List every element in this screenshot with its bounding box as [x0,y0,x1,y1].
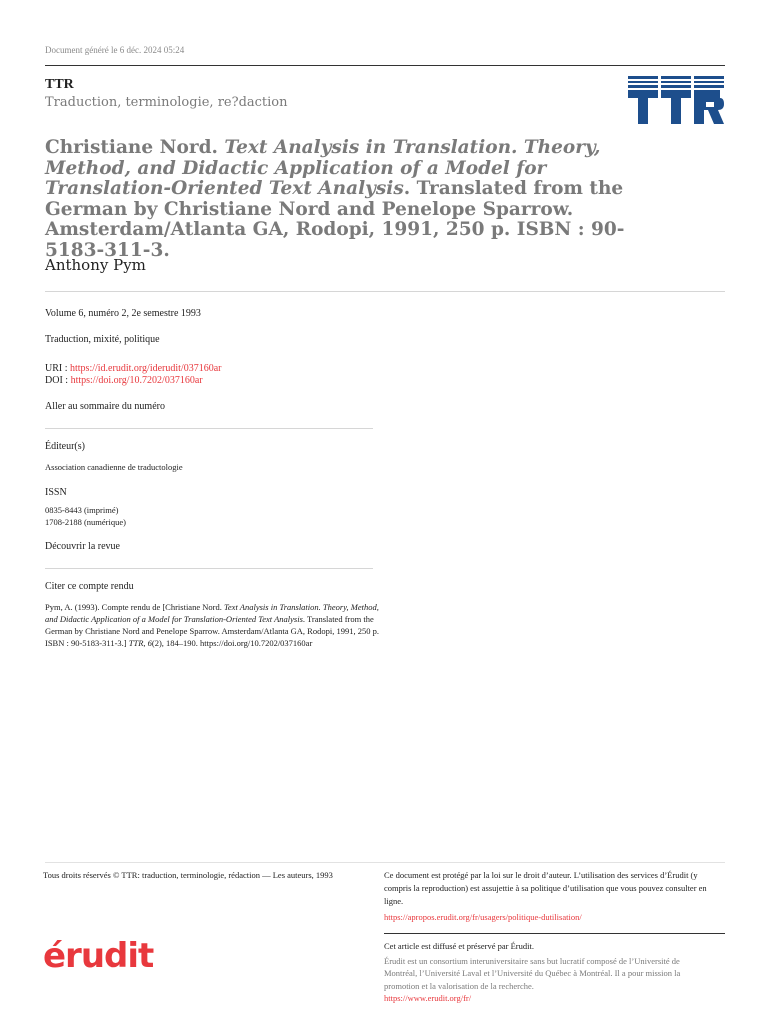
article-author: Anthony Pym [45,256,146,274]
cite-part: Pym, A. (1993). Compte rendu de [Christiane Nord. [45,602,224,612]
ttr-logo [628,76,724,124]
doi-line [45,375,203,386]
divider [45,568,373,569]
erudit-logo[interactable]: érudit [43,936,154,976]
cite-sep: , [143,638,148,648]
cite-volume: 6 [147,638,152,648]
cite-part: (2), 184–190. https://doi.org/10.7202/037160ar [151,638,313,648]
article-title-italic: Text Analysis in Translation. Theory, Method, and Didactic Application of a Model for Translation-Oriented Text Analysis [45,137,601,200]
article-title-lead: Christiane Nord. [45,137,218,158]
rights-statement: Tous droits réservés © TTR: traduction, terminologie, rédaction — Les auteurs, 1993 [43,870,333,880]
discover-journal-link[interactable]: Découvrir la revue [45,541,120,552]
publisher-heading: Éditeur(s) [45,441,85,452]
doi-label: DOI : [45,375,71,386]
divider [45,428,373,429]
doi-link[interactable]: https://doi.org/10.7202/037160ar [70,375,203,386]
uri-link[interactable]: https://id.erudit.org/iderudit/037160ar [70,363,222,374]
summary-link[interactable]: Aller au sommaire du numéro [45,401,165,412]
article-title-tail: . Translated from the German by Christiane Nord and Penelope Sparrow. Amsterdam/Atlanta GA, Rodopi, 1991, 250 p. ISBN : 90-5183-311-3. [45,178,625,261]
issue-theme: Traduction, mixité, politique [45,334,160,345]
publisher-name: Association canadienne de traductologie [45,462,183,472]
journal-subtitle: Traduction, terminologie, re?daction [45,95,288,110]
cite-part: . Translated from the German by Christiane Nord and Penelope Sparrow. Amsterdam/Atlanta GA, Rodopi, 1991, 250 p. ISBN : 90-5183-311-3.] [45,614,379,648]
footer-divider [384,933,725,934]
issue-volume: Volume 6, numéro 2, 2e semestre 1993 [45,308,201,319]
article-title [45,138,645,262]
policy-link[interactable]: https://apropos.erudit.org/fr/usagers/politique-dutilisation/ [384,912,582,922]
cite-italic: Text Analysis in Translation. Theory, Method, and Didactic Application of a Model for Translation-Oriented Text Analysis [45,602,379,624]
journal-title: TTR [45,77,74,92]
footer-divider [45,862,725,863]
uri-label: URI : [45,363,70,374]
divider [45,291,725,292]
issn-digital: 1708-2188 (numérique) [45,517,126,527]
uri-line [45,363,221,374]
erudit-link[interactable]: https://www.erudit.org/fr/ [384,992,472,1003]
top-divider [45,65,725,66]
diffuse-heading: Cet article est diffusé et préservé par Érudit. [384,941,534,951]
generated-date: Document généré le 6 déc. 2024 05:24 [45,45,185,55]
issn-print: 0835-8443 (imprimé) [45,505,119,515]
cite-journal: TTR [128,638,144,648]
cite-heading: Citer ce compte rendu [45,581,134,592]
erudit-notice [384,940,714,1004]
issn-heading: ISSN [45,487,67,498]
citation-text [45,601,385,649]
usage-notice [384,869,714,924]
diffuse-body: Érudit est un consortium interuniversitaire sans but lucratif composé de l’Université de Montréal, l’Université Laval et l’Université du Québec à Montréal. Il a pour mission la promotion et la valorisation de la recherche. [384,956,681,991]
protection-text: Ce document est protégé par la loi sur le droit d’auteur. L’utilisation des services d’Érudit (y compris la reproduction) est assujettie à sa politique d’utilisation que vous pouvez consulter en ligne. [384,870,707,906]
